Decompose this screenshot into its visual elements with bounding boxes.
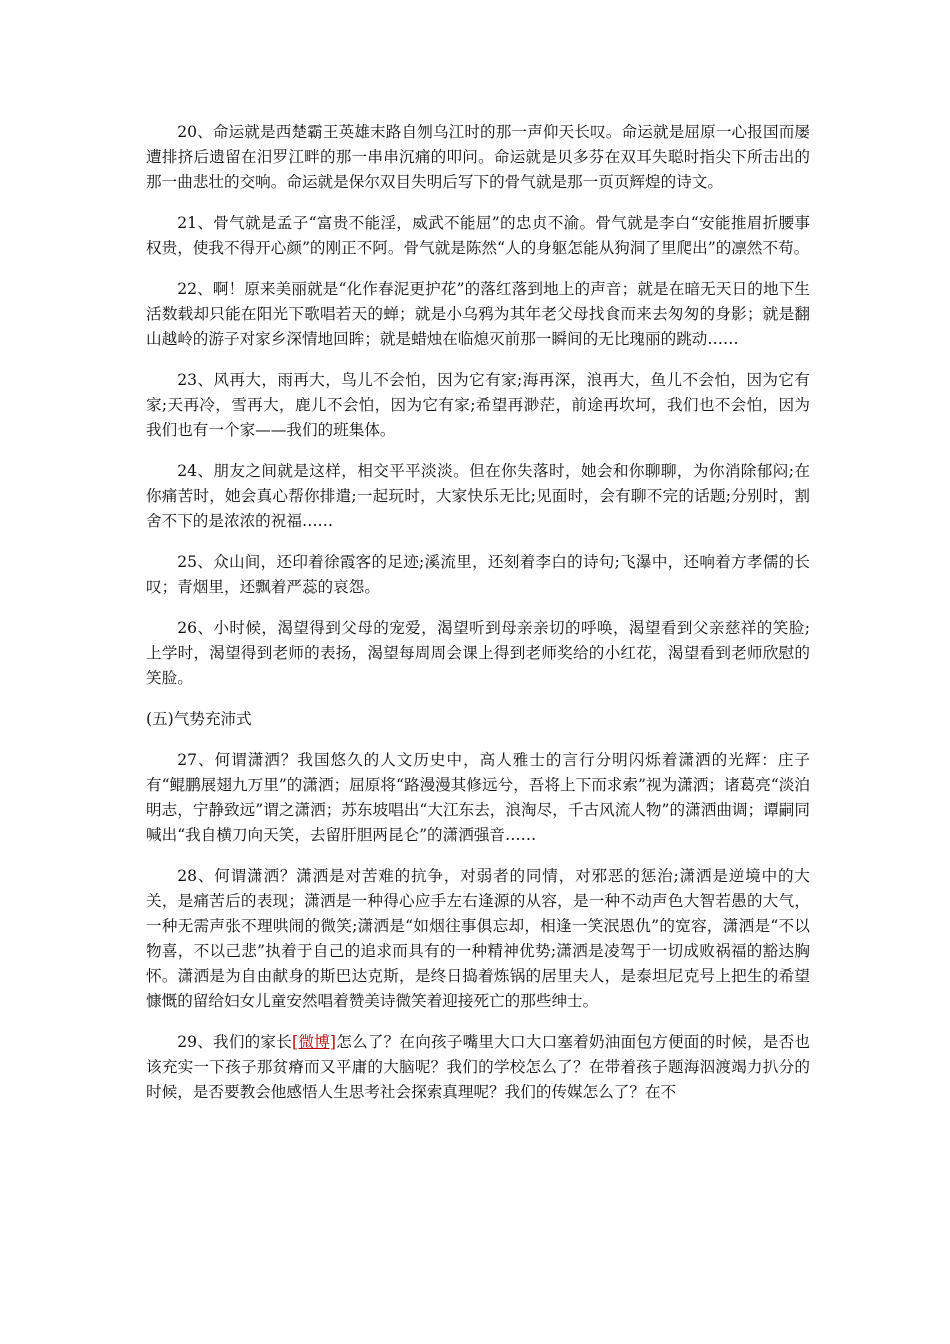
- paragraph-29: [146, 1030, 810, 1105]
- paragraph-27: 27、何谓潇洒？我国悠久的人文历史中，高人雅士的言行分明闪烁着潇洒的光辉：庄子有“鲲鹏展翅九万里”的潇洒；屈原将“路漫漫其修远兮，吾将上下而求索”视为潇洒；诸葛亮“淡泊明志，宁静致远”谓之潇洒；苏东坡唱出“大江东去，浪淘尽，千古风流人物”的潇洒曲调；谭嗣同喊出“我自横刀向天笑，去留肝胆两昆仑”的潇洒强音……: [146, 751, 810, 844]
- paragraph-25: 25、众山间，还印着徐霞客的足迹;溪流里，还刻着李白的诗句;飞瀑中，还响着方孝儒的长叹；青烟里，还飘着严蕊的哀怨。: [146, 553, 810, 596]
- paragraph-24: 24、朋友之间就是这样，相交平平淡淡。但在你失落时，她会和你聊聊，为你消除郁闷;在你痛苦时，她会真心帮你排遣;一起玩时，大家快乐无比;见面时，会有聊不完的话题;分别时，割舍不下的是浓浓的祝福……: [146, 462, 810, 530]
- paragraph-29-before: 29、我们的家长: [177, 1033, 293, 1051]
- paragraph-28: 28、何谓潇洒？潇洒是对苦难的抗争，对弱者的同情，对邪恶的惩治;潇洒是逆境中的大关，是痛苦后的表现；潇洒是一种得心应手左右逢源的从容，是一种不动声色大智若愚的大气，一种无需声张不理哄闹的微笑;潇洒是“如烟往事俱忘却，相逢一笑泯恩仇”的宽容，潇洒是“不以物喜，不以己悲”执着于自己的追求而具有的一种精神优势;潇洒是凌驾于一切成败祸福的豁达胸怀。潇洒是为自由献身的斯巴达克斯，是终日捣着炼锅的居里夫人，是泰坦尼克号上把生的希望慷慨的留给妇女儿童安然唱着赞美诗微笑着迎接死亡的那些绅士。: [146, 867, 810, 1010]
- paragraph-23: 23、风再大，雨再大，鸟儿不会怕，因为它有家;海再深，浪再大，鱼儿不会怕，因为它有家;天再冷，雪再大，鹿儿不会怕，因为它有家;希望再渺茫，前途再坎坷，我们也不会怕，因为我们也有一个家——我们的班集体。: [146, 371, 810, 439]
- section-heading: (五)气势充沛式: [146, 710, 252, 728]
- paragraph-29-after: 怎么了？在向孩子嘴里大口大口塞着奶油面包方便面的时候，是否也该充实一下孩子那贫瘠而又平庸的大脑呢？我们的学校怎么了？在带着孩子题海泅渡竭力扒分的时候，是否要教会他感悟人生思考社会探索真理呢？我们的传媒怎么了？在不: [146, 1033, 810, 1101]
- weibo-link[interactable]: [微博]: [292, 1033, 337, 1051]
- document-page: [146, 120, 810, 1121]
- paragraph-26: 26、小时候，渴望得到父母的宠爱，渴望听到母亲亲切的呼唤，渴望看到父亲慈祥的笑脸;上学时，渴望得到老师的表扬，渴望每周周会课上得到老师奖给的小红花，渴望看到老师欣慰的笑脸。: [146, 619, 810, 687]
- paragraph-21: 21、骨气就是孟子“富贵不能淫，威武不能屈”的忠贞不渝。骨气就是李白“安能推眉折腰事权贵，使我不得开心颜”的刚正不阿。骨气就是陈然“人的身躯怎能从狗洞了里爬出”的凛然不苟。: [146, 214, 810, 257]
- paragraph-22: 22、啊！原来美丽就是“化作春泥更护花”的落红落到地上的声音；就是在暗无天日的地下生活数载却只能在阳光下歌唱若天的蝉；就是小乌鸦为其年老父母找食而来去匆匆的身影；就是翻山越岭的游子对家乡深情地回眸；就是蜡烛在临熄灭前那一瞬间的无比瑰丽的跳动……: [146, 280, 810, 348]
- paragraph-20: 20、命运就是西楚霸王英雄末路自刎乌江时的那一声仰天长叹。命运就是屈原一心报国而屡遭排挤后遗留在汨罗江畔的那一串串沉痛的叩问。命运就是贝多芬在双耳失聪时指尖下所击出的那一曲悲壮的交响。命运就是保尔双目失明后写下的骨气就是那一页页辉煌的诗文。: [146, 123, 810, 191]
